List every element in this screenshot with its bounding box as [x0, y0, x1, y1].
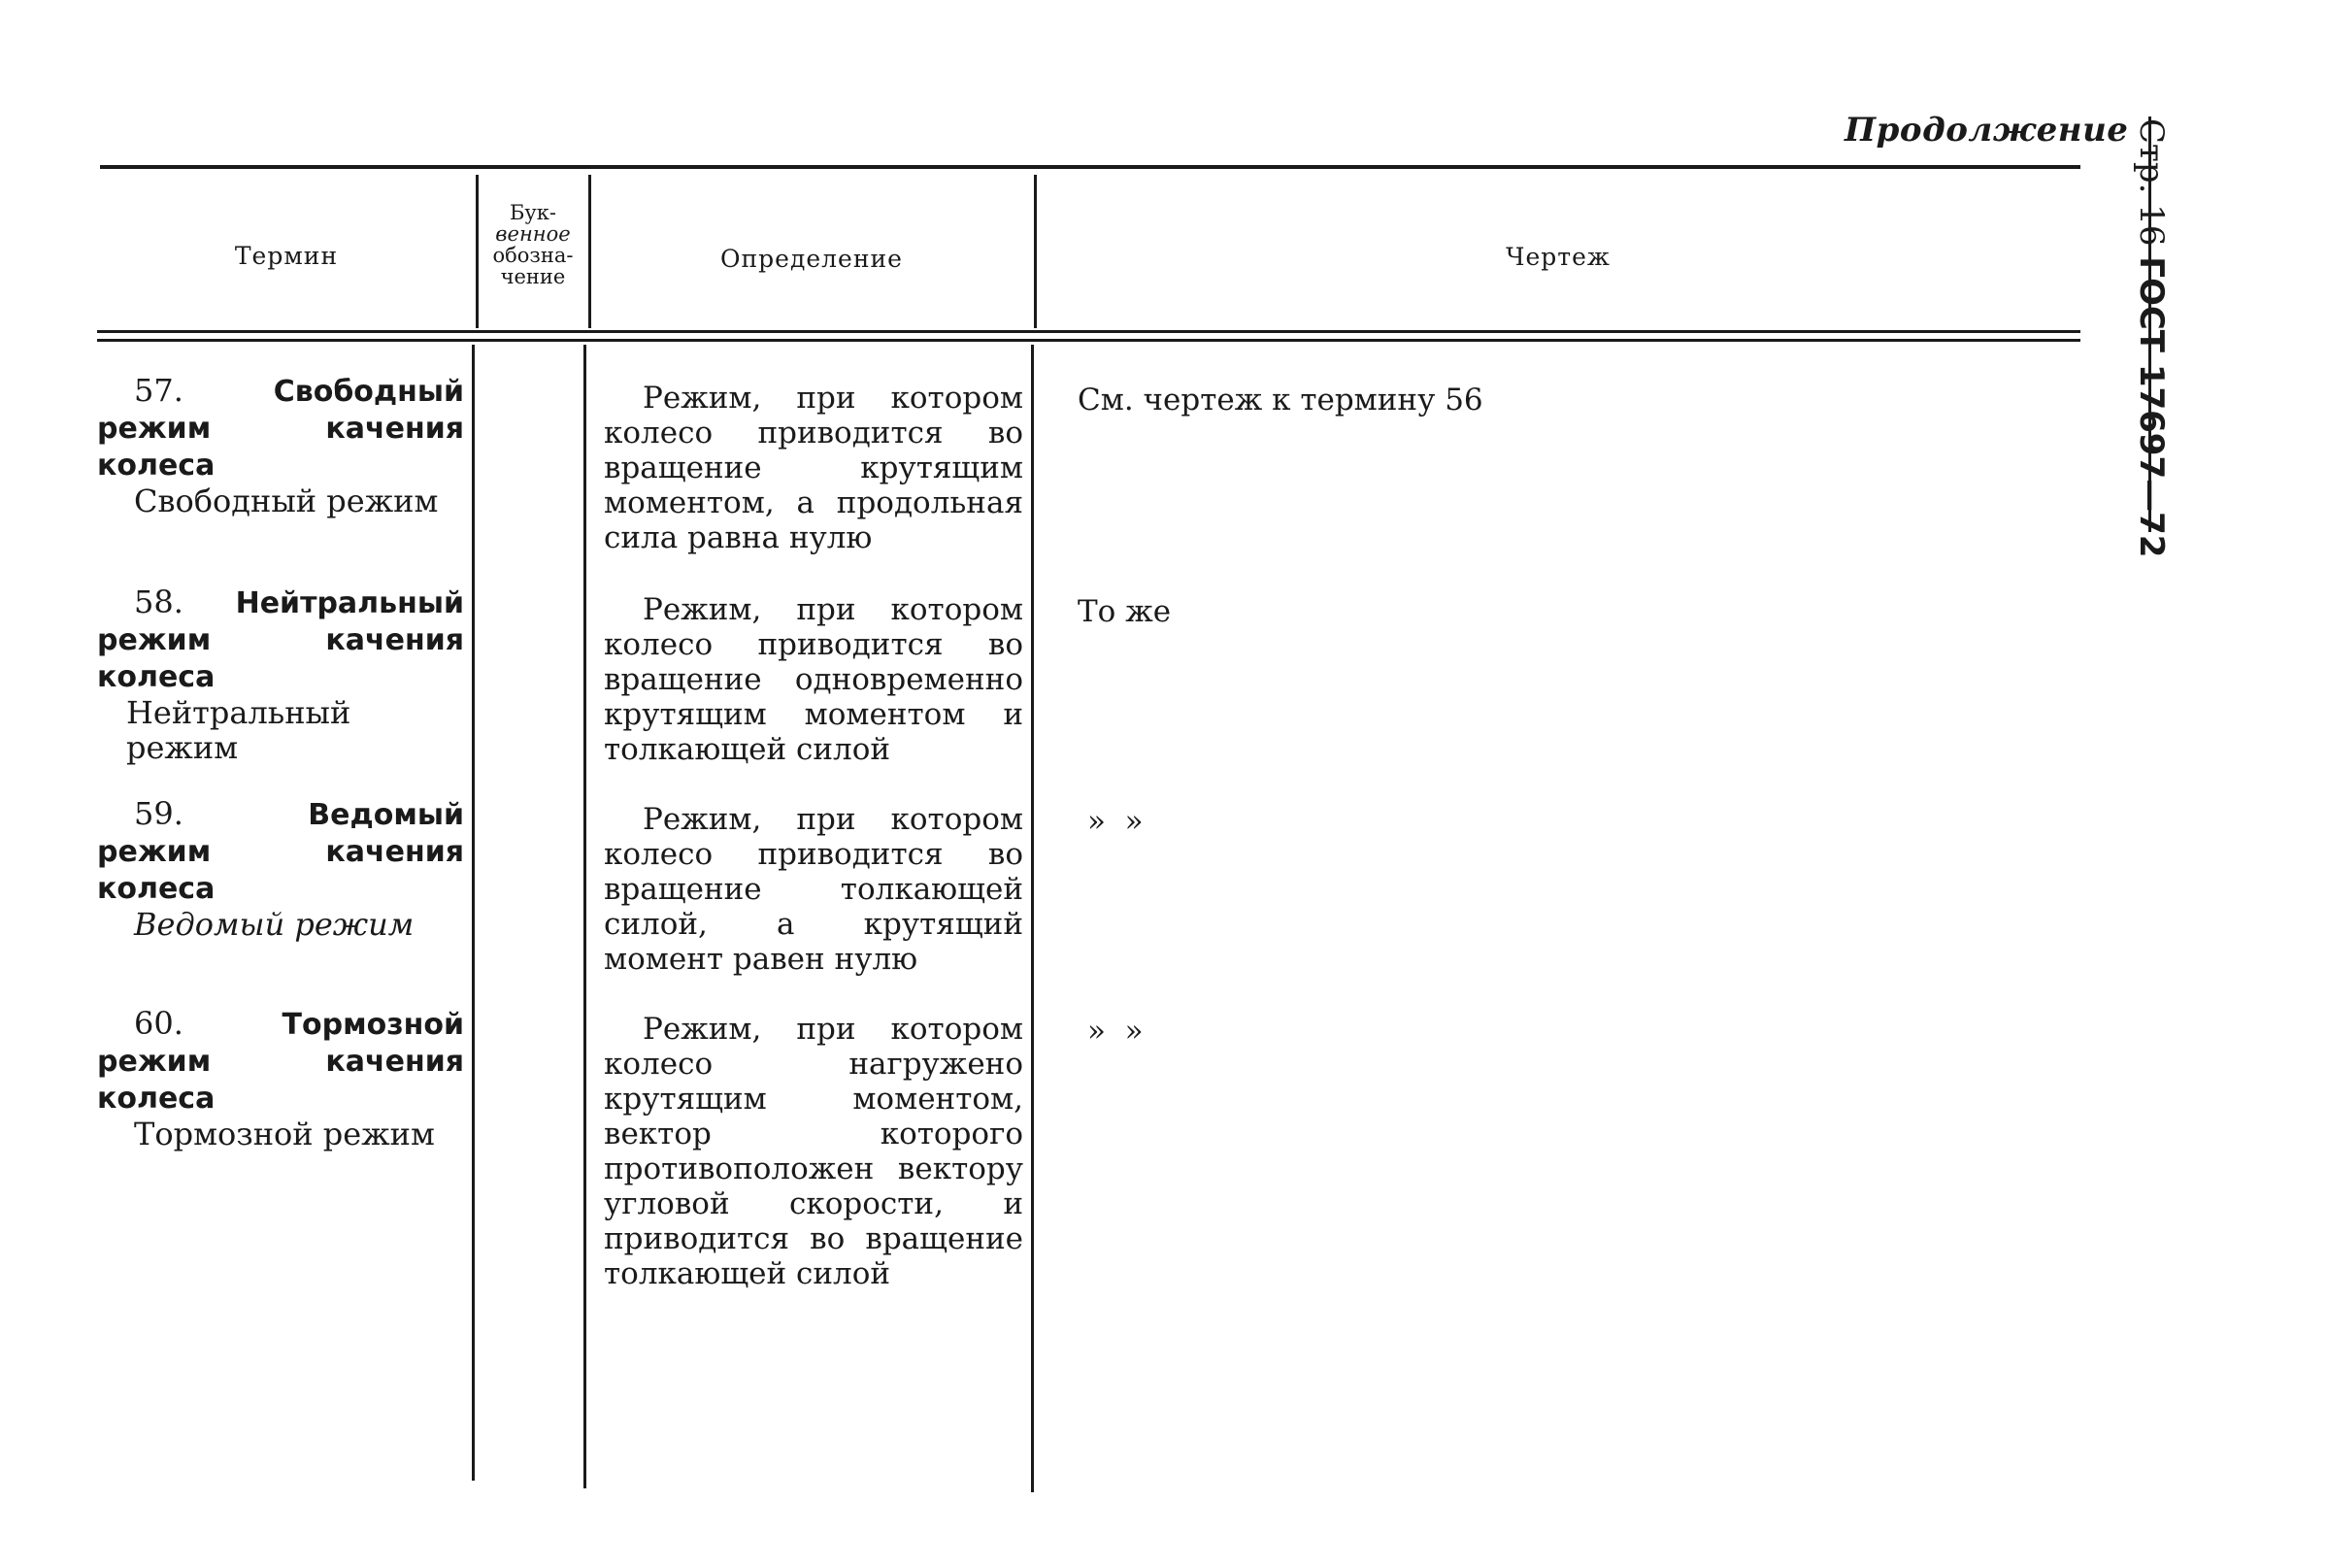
table-row-definition: Режим, при котором колесо нагружено крутящим моментом, вектор которого противоположен вектору угловой скорости, и приводится во вращение толкающей силой [604, 1012, 1023, 1291]
table-top-rule [100, 165, 2080, 169]
table-row-term [97, 796, 464, 942]
header-drawing: Чертеж [1506, 243, 1611, 271]
term-short-form: Тормозной режим [134, 1116, 435, 1152]
term-number: 60. [134, 1005, 183, 1042]
table-row-drawing: То же [1078, 594, 1172, 629]
term-name: Тормозной режим качения колеса [97, 1008, 464, 1116]
sidebar-page-label [2133, 118, 2170, 557]
table-row-drawing: » » [1087, 804, 1144, 839]
term-name: Ведомый режим качения колеса [97, 798, 464, 906]
term-name: Нейтральный режим качения колеса [97, 586, 464, 694]
header-divider-2 [588, 175, 591, 328]
header-letter-line-3: обозна- [492, 244, 574, 267]
header-letter-designation [479, 202, 587, 287]
term-number: 59. [134, 795, 183, 832]
table-row-term [97, 584, 464, 765]
table-row-definition: Режим, при котором колесо приводится во вращение крутящим моментом, а продольная сила равна нулю [604, 381, 1023, 555]
header-bottom-rule-1 [97, 330, 2080, 333]
term-short-form: Ведомый режим [134, 906, 415, 943]
header-letter-line-1: Бук- [509, 201, 556, 224]
table-row-definition: Режим, при котором колесо приводится во вращение толкающей силой, а крутящий момент равен нулю [604, 802, 1023, 977]
header-divider-3 [1034, 175, 1037, 328]
term-number: 57. [134, 372, 183, 409]
body-divider-3 [1031, 345, 1034, 1492]
header-letter-line-2: венное [495, 222, 571, 246]
term-number: 58. [134, 584, 183, 620]
header-bottom-rule-2 [97, 339, 2080, 342]
header-definition: Определение [720, 245, 903, 273]
term-short-form: Нейтральный режим [126, 694, 351, 766]
continuation-label: Продолжение [1845, 111, 2129, 150]
header-letter-line-4: чение [500, 265, 566, 288]
table-row-drawing: » » [1087, 1014, 1144, 1049]
table-row-term [97, 1006, 464, 1151]
term-name: Свободный режим качения колеса [97, 375, 464, 483]
table-row-term [97, 373, 464, 518]
table-row-definition: Режим, при котором колесо приводится во вращение одновременно крутящим моментом и толкающей силой [604, 592, 1023, 767]
standard-code: ГОСТ 17697—72 [2132, 256, 2171, 558]
term-short-form: Свободный режим [134, 483, 439, 519]
body-divider-1 [472, 345, 475, 1481]
header-term: Термин [234, 242, 339, 270]
page-number: Стр. 16 [2132, 118, 2171, 247]
table-row-drawing: См. чертеж к термину 56 [1078, 383, 1483, 417]
body-divider-2 [583, 345, 586, 1488]
